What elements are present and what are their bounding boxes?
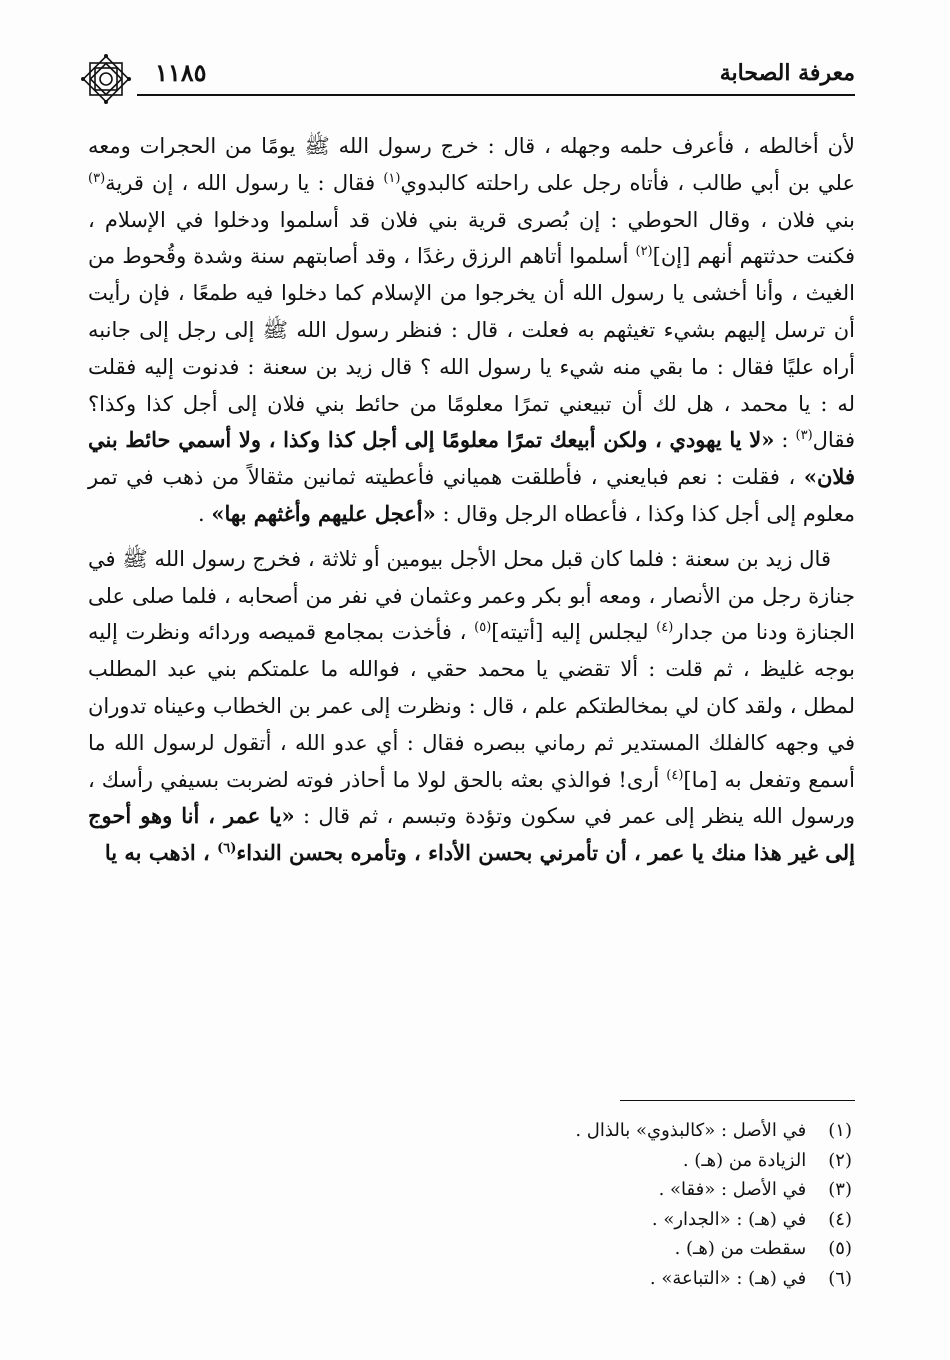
text-run: . [198,501,212,526]
main-text [88,128,855,872]
footnote-text: الزيادة من (هـ) . [682,1149,807,1171]
paragraph-1 [88,128,855,533]
footnote-ref: (٦) [217,841,237,857]
octagram-ornament-icon [77,50,135,108]
text-run: لأن أخالطه ، فأعرف حلمه وجهله ، قال : خرج رسول الله ﷺ يومًا من الحجرات ومعه علي بن أبي طالب ، فأتاه رجل على راحلته كالبدوي [88,134,855,195]
bold-quote: «لا يا يهودي ، ولكن أبيعك تمرًا معلومًا إلى أجل كذا وكذا ، ولا أسمي حائط بني فلان» [88,427,855,490]
text-run: : [774,428,796,453]
footnote-ref: (١) [383,170,401,186]
footnote-ref: (٥) [474,620,492,636]
footnote-ref: (٤) [666,767,684,783]
text-run: أرى! فوالذي بعثه بالحق لولا ما أحاذر فوته لضربت بسيفي رأسك ، ورسول الله ينظر إلى عمر في سكون وتؤدة وتبسم ، ثم قال : [88,767,855,829]
bold-quote: «أعجل عليهم وأغثهم بها» [211,500,436,526]
footnote-ref: (٤) [656,620,674,636]
footnote-number: (١) [828,1120,852,1141]
footnotes-divider [620,1100,855,1101]
footnote-text: في الأصل : «فقا» . [658,1179,807,1200]
text-run: ، فأخذت بمجامع قميصه وردائه ونظرت إليه بوجه غليظ ، ثم قلت : ألا تقضي يا محمد حقي ، فوالله ما علمتكم بني عبد المطلب لمطل ، ولقد كان لي بمخالطتكم علم ، قال : ونظرت إلى عمر بن الخطاب وعيناه تدوران في وجهه كالفلك المستدير ثم رماني ببصره فقال : أي عدو الله ، أتقول لرسول الله ما أسمع وتفعل به [ما] [88,620,855,792]
footnote-number: (٤) [828,1208,852,1230]
text-run: بني فلان ، وقال الحوطي : إن بُصرى قرية بني فلان قد أسلموا ودخلوا في الإسلام ، فكنت حدثتهم أنهم [إن] [88,207,855,269]
footnote-text: في (هـ) : «الجدار» . [651,1208,807,1230]
text-run: قال زيد بن سعنة : فلما كان قبل محل الأجل بيومين أو ثلاثة ، فخرج رسول الله ﷺ في جنازة رجل من الأنصار ، ومعه أبو بكر وعمر وعثمان في نفر من أصحابه ، فلما صلى على الجنازة ودنا من جدار [88,546,855,645]
footnote-ref: (٣) [88,170,106,186]
footnote-text: سقطت من (هـ) . [674,1238,807,1259]
footnote-number: (٢) [828,1149,852,1171]
text-run: فقال : يا رسول الله ، إن قرية [105,170,384,195]
footnote-ref: (٢) [635,244,653,260]
paragraph-2 [88,541,855,872]
footnotes [88,1116,852,1293]
running-title: معرفة الصحابة [719,60,855,86]
footnote-number: (٦) [828,1267,852,1289]
footnote-item [88,1116,852,1146]
footnote-text: في الأصل : «كالبذوي» بالذال . [575,1120,807,1141]
text-run: أسلموا أتاهم الرزق رغدًا ، وقد أصابتهم سنة وشدة وقُحوط من الغيث ، وأنا أخشى يا رسول الله أن يخرجوا من الإسلام كما دخلوا فيه طمعًا ، فإن رأيت أن ترسل إليهم بشيء تغيثهم به فعلت ، قال : فنظر رسول الله ﷺ إلى رجل إلى جانبه أراه عليًا فقال : ما بقي منه شيء يا رسول الله ؟ قال زيد بن سعنة : فدنوت إليه فقلت له : يا محمد ، هل لك أن تبيعني تمرًا معلومًا من حائط بني فلان إلى أجل كذا وكذا؟ فقال [88,244,855,453]
bold-quote: «يا عمر ، أنا وهو أحوج إلى غير هذا منك يا عمر ، أن تأمرني بحسن الأداء ، وتأمره بحسن النداء [88,803,855,866]
text-run: ، فقلت : نعم فبايعني ، فأطلقت همياني فأعطيته ثمانين مثقالاً من ذهب في تمر معلوم إلى أجل كذا وكذا ، فأعطاه الرجل وقال : [88,465,855,526]
footnote-ref: (٣) [795,428,813,444]
page-header [85,58,855,92]
text-run: ليجلس إليه [أتيته] [491,620,657,645]
footnote-item [88,1234,852,1264]
header-divider [137,94,855,96]
bold-quote: ، اذهب به يا [104,840,218,866]
footnote-item [88,1205,852,1235]
page-number: ١١٨٥ [155,58,207,87]
footnote-item [88,1146,852,1176]
footnote-item [88,1264,852,1294]
footnote-item [88,1175,852,1205]
footnote-number: (٣) [828,1179,852,1200]
footnote-number: (٥) [828,1238,852,1259]
footnote-text: في (هـ) : «التباعة» . [649,1267,807,1289]
